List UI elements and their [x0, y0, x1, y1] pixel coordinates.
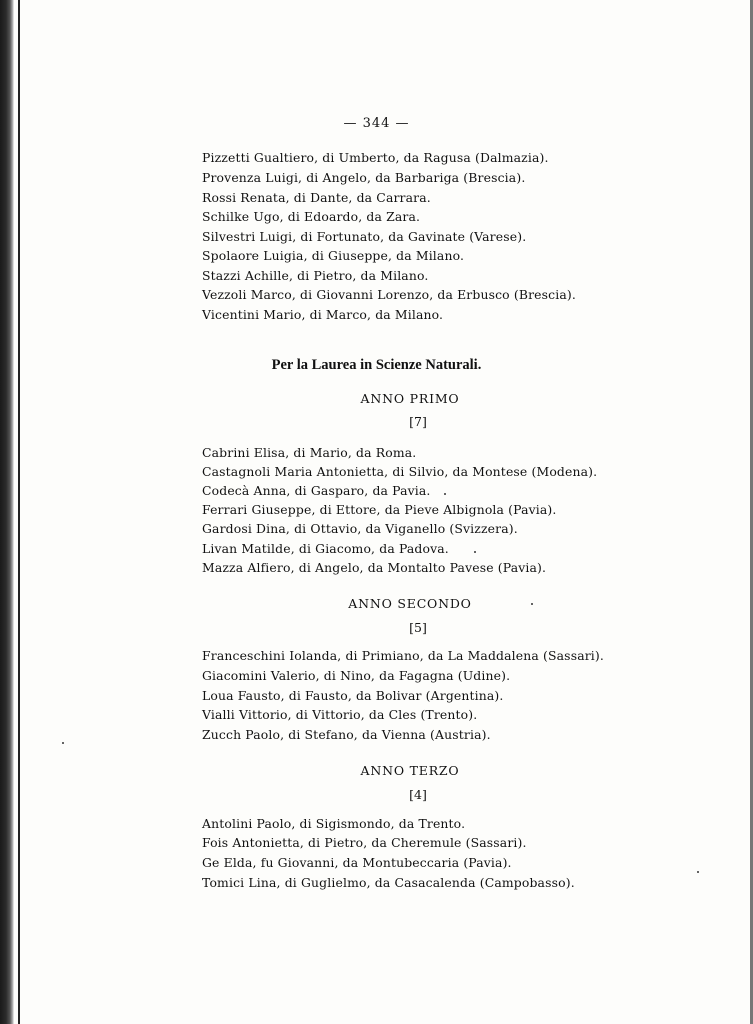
student-count: [7]: [409, 414, 427, 429]
list-item: Ferrari Giuseppe, di Ettore, da Pieve Albignola (Pavia).: [202, 502, 557, 517]
list-item: Rossi Renata, di Dante, da Carrara.: [202, 190, 431, 205]
list-item: Vicentini Mario, di Marco, da Milano.: [202, 307, 444, 322]
scan-speck: [62, 742, 64, 744]
list-item: Provenza Luigi, di Angelo, da Barbariga (Brescia).: [202, 170, 526, 185]
list-item: Loua Fausto, di Fausto, da Bolivar (Argentina).: [202, 688, 504, 703]
student-count: [4]: [409, 787, 427, 802]
year-heading: ANNO PRIMO: [360, 391, 460, 406]
list-item: Spolaore Luigia, di Giuseppe, da Milano.: [202, 248, 465, 263]
scan-speck: [697, 871, 699, 873]
list-item: Fois Antonietta, di Pietro, da Cheremule (Sassari).: [202, 835, 527, 850]
list-item: Schilke Ugo, di Edoardo, da Zara.: [202, 209, 421, 224]
scan-speck: [474, 551, 476, 553]
list-item: Vezzoli Marco, di Giovanni Lorenzo, da Erbusco (Brescia).: [202, 287, 576, 302]
list-item: Gardosi Dina, di Ottavio, da Viganello (Svizzera).: [202, 521, 518, 536]
year-heading: ANNO TERZO: [360, 763, 460, 778]
list-item: Antolini Paolo, di Sigismondo, da Trento.: [202, 816, 466, 831]
list-item: Franceschini Iolanda, di Primiano, da La Maddalena (Sassari).: [202, 648, 604, 663]
binding-edge: [0, 0, 14, 1024]
list-item: Giacomini Valerio, di Nino, da Fagagna (Udine).: [202, 668, 511, 683]
list-item: Pizzetti Gualtiero, di Umberto, da Ragusa (Dalmazia).: [202, 150, 549, 165]
list-item: Stazzi Achille, di Pietro, da Milano.: [202, 268, 429, 283]
section-title: Per la Laurea in Scienze Naturali.: [271, 357, 482, 373]
binding-line: [18, 0, 20, 1024]
student-count: [5]: [409, 620, 427, 635]
list-item: Cabrini Elisa, di Mario, da Roma.: [202, 445, 417, 460]
year-heading: ANNO SECONDO: [348, 596, 472, 611]
scan-speck: [444, 493, 446, 495]
list-item: Mazza Alfiero, di Angelo, da Montalto Pavese (Pavia).: [202, 560, 547, 575]
list-item: Silvestri Luigi, di Fortunato, da Gavinate (Varese).: [202, 229, 527, 244]
list-item: Zucch Paolo, di Stefano, da Vienna (Austria).: [202, 727, 491, 742]
list-item: Codecà Anna, di Gasparo, da Pavia.: [202, 483, 431, 498]
list-item: Tomici Lina, di Guglielmo, da Casacalenda (Campobasso).: [202, 875, 575, 890]
list-item: Ge Elda, fu Giovanni, da Montubeccaria (Pavia).: [202, 855, 512, 870]
list-item: Vialli Vittorio, di Vittorio, da Cles (Trento).: [202, 707, 478, 722]
list-item: Castagnoli Maria Antonietta, di Silvio, da Montese (Modena).: [202, 464, 598, 479]
list-item: Livan Matilde, di Giacomo, da Padova.: [202, 541, 449, 556]
page-number: — 344 —: [343, 116, 410, 131]
scan-speck: [531, 603, 533, 605]
